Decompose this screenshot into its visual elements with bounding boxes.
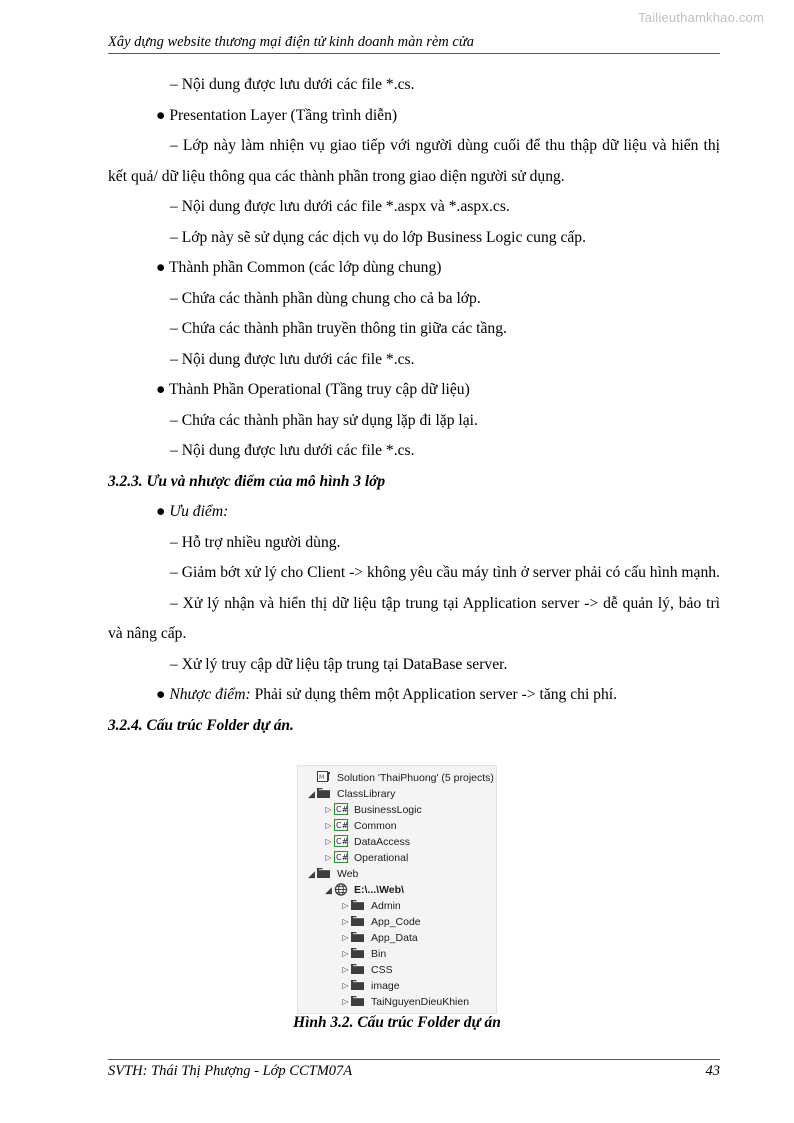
page-body [108, 70, 720, 741]
tree-item-label: Web [337, 868, 359, 880]
folder-icon [351, 979, 366, 993]
body-paragraph: ● Thành Phần Operational (Tầng truy cập dữ liệu) [156, 381, 470, 398]
tree-item[interactable] [298, 770, 496, 786]
tree-item-label: Common [354, 820, 397, 832]
chevron-right-icon[interactable]: ▷ [342, 901, 349, 910]
body-paragraph: – Lớp này sẽ sử dụng các dịch vụ do lớp Business Logic cung cấp. [170, 228, 587, 246]
tree-item[interactable] [298, 866, 496, 882]
figure-solution-explorer [0, 765, 794, 1014]
body-paragraph: – Nội dung được lưu dưới các file *.cs. [170, 350, 415, 368]
tree-item-label: Admin [371, 900, 401, 912]
folder-icon [351, 931, 366, 945]
body-paragraph: ● Presentation Layer (Tầng trình diễn) [156, 106, 398, 124]
chevron-right-icon[interactable]: ▷ [325, 853, 332, 862]
folder-icon [351, 899, 366, 913]
body-paragraph: – Nội dung được lưu dưới các file *.cs. [170, 76, 415, 93]
body-paragraph: ● Thành phần Common (các lớp dùng chung) [156, 259, 442, 276]
tree-item-label: ClassLibrary [337, 788, 396, 800]
solution-explorer-panel[interactable] [297, 765, 497, 1014]
chevron-right-icon[interactable]: ▷ [342, 981, 349, 990]
tree-item[interactable] [298, 946, 496, 962]
tree-item[interactable] [298, 978, 496, 994]
svg-text:M: M [319, 774, 325, 781]
figure-caption: Hình 3.2. Cấu trúc Folder dự án [293, 1014, 501, 1031]
folder-icon [317, 867, 332, 881]
tree-item[interactable] [298, 786, 496, 802]
tree-item-label: image [371, 980, 400, 992]
tree-item[interactable] [298, 802, 496, 818]
page-number: 43 [705, 1063, 720, 1079]
svg-text:C#: C# [336, 821, 349, 830]
chevron-down-icon[interactable]: ◢ [308, 869, 315, 879]
tree-item-label: TaiNguyenDieuKhien [371, 996, 470, 1008]
tree-item-label: BusinessLogic [354, 804, 422, 816]
watermark: Tailieuthamkhao.com [638, 10, 764, 25]
csharp-icon [334, 851, 349, 865]
page-footer [108, 1059, 720, 1080]
chevron-right-icon[interactable]: ▷ [342, 997, 349, 1006]
chevron-right-icon[interactable]: ▷ [342, 949, 349, 958]
svg-text:C#: C# [336, 837, 349, 846]
running-header [108, 33, 720, 54]
body-paragraph: – Chứa các thành phần dùng chung cho cả ba lớp. [170, 289, 481, 307]
chevron-right-icon[interactable]: ▷ [325, 837, 332, 846]
csharp-icon [334, 819, 349, 833]
tree-item[interactable] [298, 834, 496, 850]
body-paragraph: – Chứa các thành phần hay sử dụng lặp đi lặp lại. [170, 411, 478, 429]
csharp-icon [334, 803, 349, 817]
chevron-right-icon[interactable]: ▷ [342, 933, 349, 942]
header-divider [108, 53, 720, 54]
chevron-right-icon[interactable]: ▷ [342, 917, 349, 926]
tree-item-label: Bin [371, 948, 387, 960]
tree-item[interactable] [298, 994, 496, 1010]
tree-twisty-placeholder [306, 770, 317, 786]
tree-item-label: Operational [354, 852, 409, 864]
disadvantage-paragraph [108, 680, 720, 711]
tree-item[interactable] [298, 850, 496, 866]
tree-item[interactable] [298, 930, 496, 946]
svg-text:C#: C# [336, 805, 349, 814]
svg-text:C#: C# [336, 853, 349, 862]
disadvantage-text: Phải sử dụng thêm một Application server -> tăng chi phí. [250, 686, 618, 703]
tree-item-label: CSS [371, 964, 393, 976]
chevron-down-icon[interactable]: ◢ [325, 885, 332, 895]
body-paragraph: – Lớp này làm nhiện vụ giao tiếp với người dùng cuối để thu thập dữ liệu và hiển thị kết quả/ dữ liệu thông qua các thành phần trong giao diện người sử dụng. [108, 137, 720, 185]
body-paragraph: – Hỗ trợ nhiều người dùng. [170, 533, 341, 551]
tree-item-label: App_Data [371, 932, 418, 944]
solution-icon [317, 771, 332, 785]
globe-icon [334, 883, 349, 897]
chevron-down-icon[interactable]: ◢ [308, 789, 315, 799]
body-paragraph: ● Ưu điểm: [156, 503, 229, 520]
body-paragraph: – Nội dung được lưu dưới các file *.aspx và *.aspx.cs. [170, 198, 510, 215]
footer-divider [108, 1059, 720, 1060]
body-paragraph: – Chứa các thành phần truyền thông tin giữa các tầng. [170, 320, 507, 337]
chevron-right-icon[interactable]: ▷ [342, 965, 349, 974]
folder-icon [351, 995, 366, 1009]
footer-author: SVTH: Thái Thị Phượng - Lớp CCTM07A [108, 1063, 353, 1079]
tree-item-label: App_Code [371, 916, 421, 928]
folder-icon [351, 963, 366, 977]
section-heading-323: 3.2.3. Ưu và nhược điểm của mô hình 3 lớp [108, 472, 386, 490]
tree-item[interactable] [298, 882, 496, 898]
chevron-right-icon[interactable]: ▷ [325, 805, 332, 814]
folder-icon [351, 915, 366, 929]
tree-item[interactable] [298, 898, 496, 914]
disadvantage-bullet: ● [156, 686, 170, 703]
csharp-icon [334, 835, 349, 849]
tree-item-label: E:\...\Web\ [354, 884, 404, 896]
folder-icon [317, 787, 332, 801]
tree-item[interactable] [298, 914, 496, 930]
body-paragraph: – Nội dung được lưu dưới các file *.cs. [170, 442, 415, 459]
section-heading-324: 3.2.4. Cấu trúc Folder dự án. [108, 716, 294, 734]
tree-item[interactable] [298, 818, 496, 834]
folder-icon [351, 947, 366, 961]
tree-item[interactable] [298, 962, 496, 978]
tree-item-label: DataAccess [354, 836, 411, 848]
chevron-right-icon[interactable]: ▷ [325, 821, 332, 830]
body-paragraph: – Xử lý nhận và hiển thị dữ liệu tập trung tại Application server -> dễ quản lý, bảo trì và nâng cấp. [108, 594, 720, 642]
body-paragraph: – Xử lý truy cập dữ liệu tập trung tại DataBase server. [170, 655, 508, 673]
disadvantage-label: Nhược điểm: [169, 686, 251, 703]
header-title: Xây dựng website thương mại điện tử kinh doanh màn rèm cửa [108, 34, 474, 50]
tree-item-label: Solution 'ThaiPhuong' (5 projects) [337, 772, 494, 784]
body-paragraph: – Giảm bớt xử lý cho Client -> không yêu cầu máy tình ở server phải có cấu hình mạnh. [170, 564, 720, 581]
